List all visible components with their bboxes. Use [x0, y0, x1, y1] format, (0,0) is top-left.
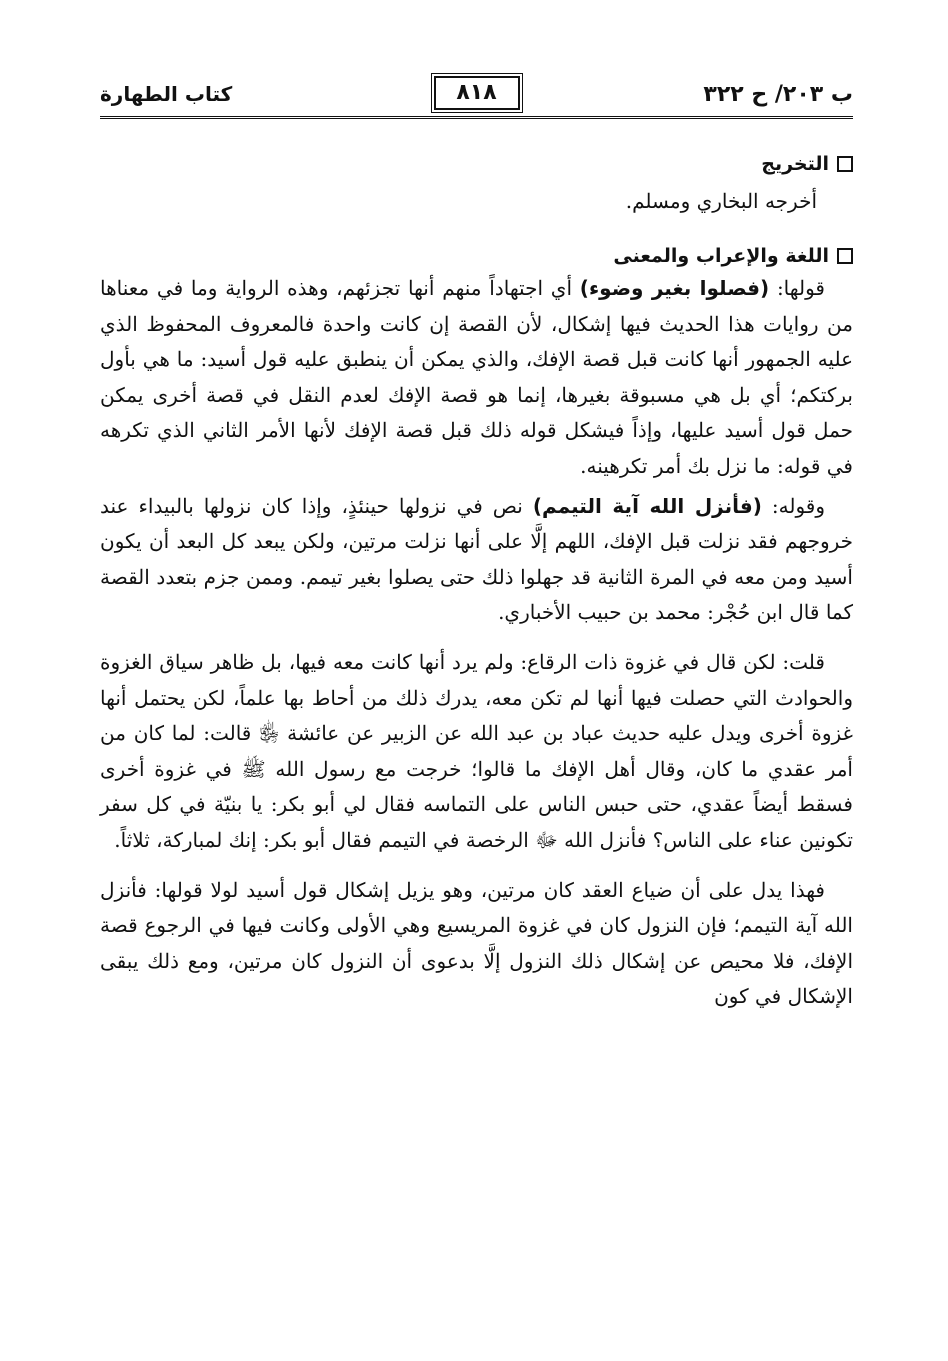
paragraph-3: [100, 645, 853, 859]
lugha-heading-text: اللغة والإعراب والمعنى: [613, 245, 829, 267]
paragraph-2-bold: (فأنزل الله آية التيمم): [532, 493, 762, 518]
header-reference: ب ٢٠٣/ ح ٣٢٢: [703, 82, 853, 107]
paragraph-1-body: أي اجتهاداً منهم أنها تجزئهم، وهذه الرواية وما في معناها من روايات هذا الحديث فيها إشكال، لأن القصة إن كانت واحدة فالمعروف المحفوظ الذي عليه الجمهور أنها كانت قبل قصة الإفك، والذي يمكن أن ينطبق عليه قول أسيد: ما هي بأول بركتكم؛ أي بل هي مسبوقة بغيرها، إنما هو قصة الإفك لعدم النقل في قصة أخرى يمكن حمل قول أسيد عليها، وإذاً فيشكل قوله ذلك قبل قصة الإفك لأنها الأمر الثاني الذي تكرهه في قوله: ما نزل بك أمر تكرهينه.: [100, 276, 853, 478]
paragraph-1: [100, 271, 853, 485]
header-book-title: كتاب الطهارة: [100, 82, 233, 106]
takhrij-heading-text: التخريج: [761, 153, 829, 175]
paragraph-4-body: فهذا يدل على أن ضياع العقد كان مرتين، وهو يزيل إشكال قول أسيد لولا قولها: فأنزل الله آية التيمم؛ فإن النزول كان في غزوة المريسيع وهي الأولى وكانت فيها في الرجوع قصة الإفك، فلا محيص عن إشكال ذلك النزول إلَّا بدعوى أن النزول كان مرتين، ومع ذلك يبقى الإشكال في كون: [100, 877, 853, 1009]
paragraph-2-lead: وقوله:: [761, 493, 825, 518]
checkbox-square-icon: [837, 248, 853, 264]
page-number: ٨١٨: [434, 76, 520, 110]
takhrij-heading: [100, 153, 853, 175]
paragraph-2-body: نص في نزولها حينئذٍ، وإذا كان نزولها بالبيداء عند خروجهم فقد نزلت قبل الإفك، اللهم إلَّا على أنها نزلت مرتين، ولكن يبعد كل البعد أن يكون أسيد ومن معه في المرة الثانية قد جهلوا ذلك حتى يصلوا بغير تيمم. وممن جزم بتعدد القصة كما قال ابن حُجْر: محمد بن حبيب الأخباري.: [100, 493, 853, 625]
page-header: [100, 72, 853, 119]
book-page: [100, 72, 853, 1361]
paragraph-1-lead: قولها:: [769, 276, 825, 300]
lugha-heading: [100, 245, 853, 267]
paragraph-3-body: قلت: لكن قال في غزوة ذات الرقاع: ولم يرد أنها كانت معه فيها، بل ظاهر سياق الغزوة والحوادث التي حصلت فيها أنها لم تكن معه، يدرك ذلك من أحاط بها علماً، لكن يحتمل أنها غزوة أخرى ويدل عليه حديث عباد بن عبد الله عن الزبير عن عائشة ﵂ قالت: لما كان من أمر عقدي ما كان، وقال أهل الإفك ما قالوا؛ خرجت مع رسول الله ﷺ في غزوة أخرى فسقط أيضاً عقدي، حتى حبس الناس على التماسه فقال لي أبو بكر: يا بنيّة في كل سفر تكونين عناء على الناس؟ فأنزل الله ﷻ الرخصة في التيمم فقال أبو بكر: إنك لمباركة، ثلاثاً.: [100, 649, 853, 852]
takhrij-text: أخرجه البخاري ومسلم.: [625, 189, 817, 213]
paragraph-1-bold: (فصلوا بغير وضوء): [579, 276, 770, 300]
checkbox-square-icon: [837, 156, 853, 172]
paragraph-4: [100, 873, 853, 1015]
paragraph-2: [100, 489, 853, 631]
